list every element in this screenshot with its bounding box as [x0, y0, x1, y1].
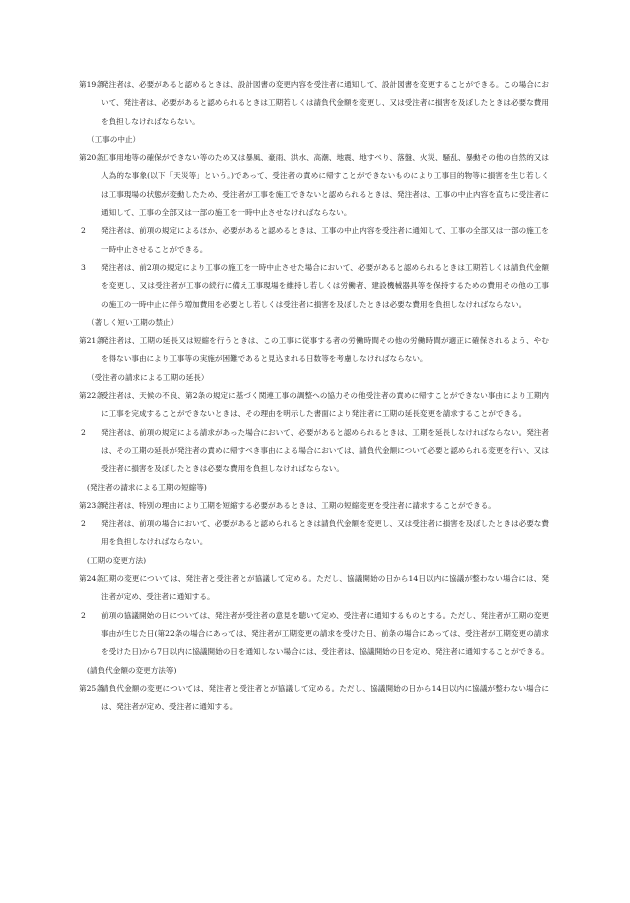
section-heading: （受注者の請求による工期の延長） [87, 372, 209, 382]
section-heading: （工事の中止） [87, 134, 141, 144]
section-heading: (請負代金額の変更方法等) [87, 665, 177, 675]
article-number: 第23条 [79, 500, 104, 510]
article-21 [79, 332, 549, 369]
article-number: 第20条 [79, 153, 104, 163]
section-heading: (工期の変更方法) [87, 555, 147, 565]
article-text: 発注者は、必要があると認めるときは、設計図書の変更内容を受注者に通知して、設計図書を変更することができる。この場合において、発注者は、必要があると認められるときは工期若しくは請負代金額を変更し、又は受注者に損害を及ぼしたときは必要な費用を負担しなければならない。 [101, 80, 549, 126]
article-22-para-2 [79, 424, 549, 479]
article-number: 第22条 [79, 391, 104, 401]
paragraph-number: 2 [81, 427, 86, 437]
article-text: 工事用地等の確保ができない等のため又は暴風、豪雨、洪水、高潮、地震、地すべり、落盤、火災、騒乱、暴動その他の自然的又は人為的な事象(以下「天災等」という。)であって、受注者の責めに帰すことができないものにより工事目的物等に損害を生じ若しくは工事現場の状態が変動したため、受注者が工事を施工できないと認められるときは、発注者は、工事の中止内容を直ちに受注者に通知して、工事の全部又は一部の施工を一時中止させなければならない。 [101, 153, 549, 218]
paragraph-number: 3 [81, 262, 86, 272]
article-text: 受注者は、天候の不良、第2条の規定に基づく関連工事の調整への協力その他受注者の責めに帰すことができない事由により工期内に工事を完成することができないときは、その理由を明示した書面により発注者に工期の延長変更を請求することができる。 [101, 391, 549, 419]
article-19 [79, 76, 549, 131]
paragraph-text: 前項の協議開始の日については、発注者が受注者の意見を聴いて定め、受注者に通知するものとする。ただし、発注者が工期の変更事由が生じた日(第22条の場合にあっては、発注者が工期変更の請求を受けた日、前条の場合にあっては、受注者が工期変更の請求を受けた日)から7日以内に協議開始の日を通知しない場合には、受注者は、協議開始の日を定め、発注者に通知することができる。 [101, 610, 549, 657]
paragraph-number: 2 [81, 610, 86, 620]
article-number: 第21条 [79, 336, 104, 346]
article-20 [79, 149, 549, 222]
article-number: 第25条 [79, 683, 104, 693]
document-body [79, 76, 549, 716]
paragraph-text: 発注者は、前2項の規定により工事の施工を一時中止させた場合において、必要があると認められるときは工期若しくは請負代金額を変更し、又は受注者が工事の続行に備え工事現場を維持し若しくは労働者、建設機械器具等を保持するための費用その他の工事の施工の一時中止に伴う増加費用を必要とし若しくは受注者に損害を及ぼしたときは必要な費用を負担しなければならない。 [101, 262, 549, 309]
article-23 [79, 497, 549, 515]
paragraph-text: 発注者は、前項の規定による請求があった場合において、必要があると認められるときは、工期を延長しなければならない。発注者は、その工期の延長が発注者の責めに帰すべき事由による場合においては、請負代金額について必要と認められる変更を行い、又は受注者に損害を及ぼしたときは必要な費用を負担しなければならない。 [101, 427, 549, 474]
article-number: 第24条 [79, 574, 104, 584]
paragraph-text: 発注者は、前項の場合において、必要があると認められるときは請負代金額を変更し、又は受注者に損害を及ぼしたときは必要な費用を負担しなければならない。 [101, 519, 549, 547]
article-25 [79, 680, 549, 717]
article-text: 発注者は、工期の延長又は短縮を行うときは、この工事に従事する者の労働時間その他の労働時間が適正に確保されるよう、やむを得ない事由により工事等の実施が困難であると見込まれる日数等を考慮しなければならない。 [101, 336, 549, 364]
section-heading: (発注者の請求による工期の短縮等) [87, 482, 207, 492]
article-text: 請負代金額の変更については、発注者と受注者とが協議して定める。ただし、協議開始の日から14日以内に協議が整わない場合には、発注者が定め、受注者に通知する。 [101, 683, 549, 712]
article-20-para-3 [79, 259, 549, 314]
article-text: 発注者は、特別の理由により工期を短縮する必要があるときは、工期の短縮変更を受注者に請求することができる。 [101, 500, 496, 510]
article-number: 第19条 [79, 80, 104, 89]
paragraph-number: 2 [81, 226, 86, 236]
article-23-para-2 [79, 515, 549, 552]
article-text: 工期の変更については、発注者と受注者とが協議して定める。ただし、協議開始の日から14日以内に協議が整わない場合には、発注者が定め、受注者に通知する。 [101, 574, 549, 602]
paragraph-number: 2 [81, 519, 86, 529]
article-20-para-2 [79, 222, 549, 259]
section-heading: （著しく短い工期の禁止） [87, 317, 179, 327]
paragraph-text: 発注者は、前項の規定によるほか、必要があると認めるときは、工事の中止内容を受注者に通知して、工事の全部又は一部の施工を一時中止させることができる。 [101, 226, 549, 254]
article-22 [79, 387, 549, 424]
article-24-para-2 [79, 607, 549, 662]
article-24 [79, 570, 549, 607]
